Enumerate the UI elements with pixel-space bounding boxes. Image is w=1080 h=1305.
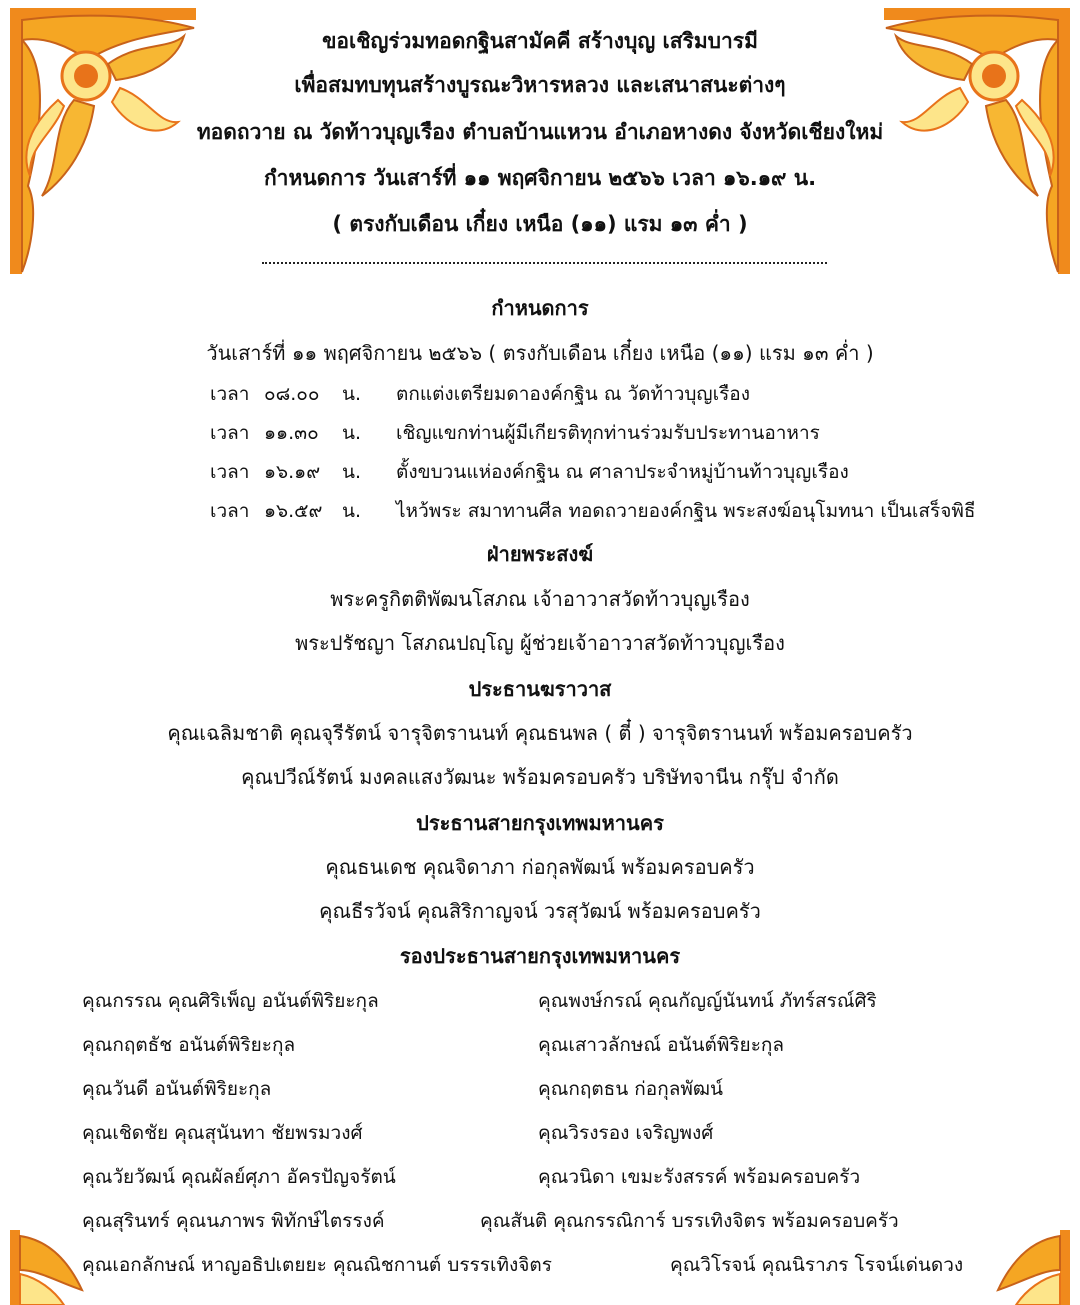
schedule-item: [0, 419, 1080, 447]
lay-chair-title: ประธานฆราวาส: [468, 677, 612, 701]
header-line-location: ทอดถวาย ณ วัดท้าวบุญเรือง ตำบลบ้านแหวน อำเภอหางดง จังหวัดเชียงใหม่: [196, 120, 884, 144]
header-line-invitation: ขอเชิญร่วมทอดกฐินสามัคคี สร้างบุญ เสริมบารมี: [322, 29, 758, 53]
vice-chair-row: [0, 986, 1080, 1016]
header-line-lunar-date: ( ตรงกับเดือน เกี๋ยง เหนือ (๑๑) แรม ๑๓ ค่ำ ): [332, 212, 748, 236]
header-line-purpose: เพื่อสมทบทุนสร้างบูรณะวิหารหลวง และเสนาสนะต่างๆ: [294, 73, 786, 97]
schedule-time: ๑๖.๕๙: [264, 500, 323, 522]
vice-chair-name: คุณเสาวลักษณ์ อนันต์พิริยะกุล: [538, 1034, 785, 1056]
bangkok-chair-line: คุณธนเดช คุณจิดาภา ก่อกุลพัฒน์ พร้อมครอบครัว: [325, 855, 755, 879]
schedule-title: กำหนดการ: [491, 296, 589, 320]
vice-chair-name: คุณวันดี อนันต์พิริยะกุล: [82, 1078, 272, 1100]
vice-chair-name: คุณสันติ คุณกรรณิการ์ บรรเทิงจิตร พร้อมครอบครัว: [480, 1210, 899, 1232]
header-line-date: กำหนดการ วันเสาร์ที่ ๑๑ พฤศจิกายน ๒๕๖๖ เวลา ๑๖.๑๙ น.: [263, 166, 817, 190]
schedule-date-line: วันเสาร์ที่ ๑๑ พฤศจิกายน ๒๕๖๖ ( ตรงกับเดือน เกี๋ยง เหนือ (๑๑) แรม ๑๓ ค่ำ ): [206, 341, 874, 365]
vice-chair-row: [0, 1118, 1080, 1148]
bangkok-chair-line: คุณธีรวัจน์ คุณสิริกาญจน์ วรสุวัฒน์ พร้อมครอบครัว: [319, 899, 761, 923]
vice-chair-name: คุณเอกลักษณ์ หาญอธิปเตยยะ คุณณิชกานต์ บรรรเทิงจิตร: [82, 1254, 552, 1276]
monks-title: ฝ่ายพระสงฆ์: [486, 542, 594, 566]
schedule-word: เวลา: [210, 500, 250, 522]
schedule-unit: น.: [342, 422, 362, 444]
schedule-item: [0, 458, 1080, 486]
schedule-unit: น.: [342, 461, 362, 483]
bangkok-chair-title: ประธานสายกรุงเทพมหานคร: [416, 811, 664, 835]
schedule-time: ๑๑.๓๐: [264, 422, 319, 444]
vice-chair-name: คุณเชิดชัย คุณสุนันทา ชัยพรมวงศ์: [82, 1122, 363, 1144]
schedule-word: เวลา: [210, 461, 250, 483]
schedule-item: [0, 497, 1080, 525]
vice-chair-row: [0, 1250, 1080, 1280]
bangkok-vice-title: รองประธานสายกรุงเทพมหานคร: [399, 944, 681, 968]
monk-line: พระปรัชญา โสภณปญฺโญ ผู้ช่วยเจ้าอาวาสวัดท้าวบุญเรือง: [295, 631, 785, 655]
vice-chair-row: [0, 1074, 1080, 1104]
vice-chair-name: คุณวิโรจน์ คุณนิราภร โรจน์เด่นดวง: [670, 1254, 964, 1276]
vice-chair-name: คุณกฤตธน ก่อกุลพัฒน์: [538, 1078, 724, 1100]
schedule-unit: น.: [342, 383, 362, 405]
lay-chair-line: คุณเฉลิมชาติ คุณจุรีรัตน์ จารุจิตรานนท์ คุณธนพล ( ตี๋ ) จารุจิตรานนท์ พร้อมครอบครัว: [167, 721, 913, 745]
schedule-activity: ตั้งขบวนแห่องค์กฐิน ณ ศาลาประจำหมู่บ้านท้าวบุญเรือง: [396, 461, 849, 483]
schedule-unit: น.: [342, 500, 362, 522]
schedule-activity: ไหว้พระ สมาทานศีล ทอดถวายองค์กฐิน พระสงฆ์อนุโมทนา เป็นเสร็จพิธี: [396, 500, 976, 522]
vice-chair-row: [0, 1030, 1080, 1060]
schedule-activity: เชิญแขกท่านผู้มีเกียรติทุกท่านร่วมรับประทานอาหาร: [396, 422, 820, 444]
schedule-item: [0, 380, 1080, 408]
schedule-word: เวลา: [210, 383, 250, 405]
vice-chair-name: คุณสุรินทร์ คุณนภาพร พิทักษ์ไตรรงค์: [82, 1210, 385, 1232]
vice-chair-name: คุณพงษ์กรณ์ คุณกัญญ์นันทน์ ภัทร์สรณ์ศิริ: [538, 990, 877, 1012]
vice-chair-name: คุณวิรงรอง เจริญพงศ์: [538, 1122, 714, 1144]
vice-chair-row: [0, 1162, 1080, 1192]
vice-chair-name: คุณวนิดา เขมะรังสรรค์ พร้อมครอบครัว: [538, 1166, 861, 1188]
schedule-activity: ตกแต่งเตรียมดาองค์กฐิน ณ วัดท้าวบุญเรือง: [396, 383, 750, 405]
monk-line: พระครูกิตติพัฒนโสภณ เจ้าอาวาสวัดท้าวบุญเรือง: [330, 587, 750, 611]
dotted-divider: [262, 262, 827, 264]
schedule-time: ๑๖.๑๙: [264, 461, 321, 483]
vice-chair-name: คุณกรรณ คุณศิริเพ็ญ อนันต์พิริยะกุล: [82, 990, 379, 1012]
vice-chair-name: คุณกฤตธัช อนันต์พิริยะกุล: [82, 1034, 296, 1056]
vice-chair-row: [0, 1206, 1080, 1236]
lay-chair-line: คุณปวีณ์รัตน์ มงคลแสงวัฒนะ พร้อมครอบครัว บริษัทจานีน กรุ๊ป จำกัด: [241, 765, 839, 789]
schedule-word: เวลา: [210, 422, 250, 444]
vice-chair-name: คุณวัยวัฒน์ คุณผัลย์ศุภา อัครปัญจรัตน์: [82, 1166, 396, 1188]
schedule-time: ๐๘.๐๐: [264, 383, 320, 405]
